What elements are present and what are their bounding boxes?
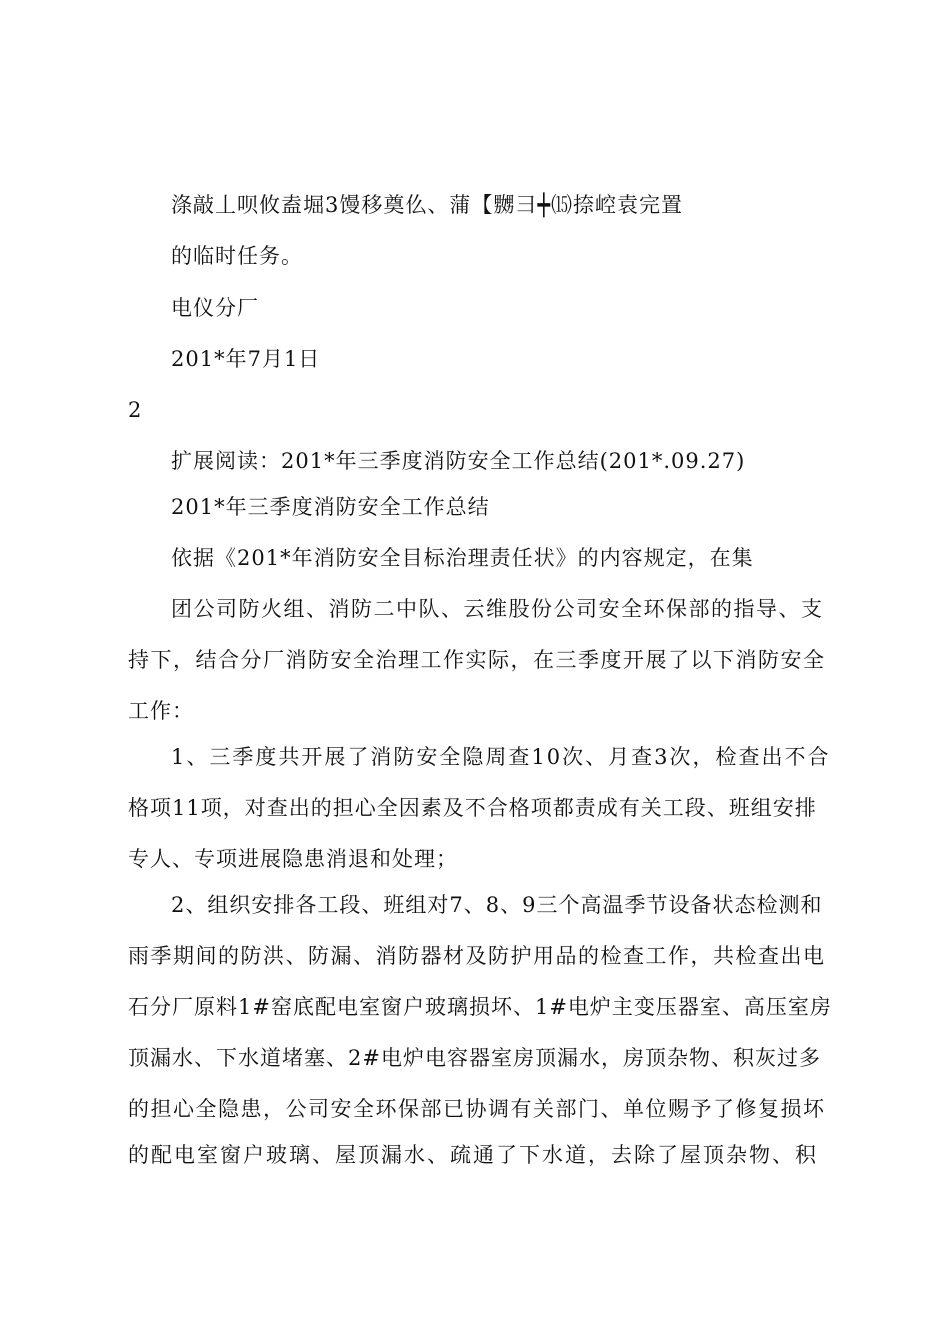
department-name: 电仪分厂 — [171, 296, 259, 320]
document-date: 201*年7月1日 — [171, 347, 321, 371]
section-title: 201*年三季度消防安全工作总结 — [171, 495, 490, 519]
text-line-2: 的临时任务。 — [171, 244, 303, 268]
text-line-11: 工作： — [128, 699, 194, 723]
text-line-18: 顶漏水、下水道堵塞、2#电炉电容器室房顶漏水，房顶杂物、积灰过多 — [128, 1046, 821, 1070]
text-line-9: 团公司防火组、消防二中队、云维股份公司安全环保部的指导、支 — [171, 597, 824, 621]
text-line-12: 1、三季度共开展了消防安全隐周查10次、月查3次，检查出不合 — [171, 745, 831, 769]
text-line-8: 依据《201*年消防安全目标治理责任状》的内容规定，在集 — [171, 546, 754, 570]
text-line-14: 专人、专项进展隐患消退和处理； — [128, 847, 458, 871]
text-line-17: 石分厂原料1#窑底配电室窗户玻璃损坏、1#电炉主变压器室、高压室房 — [128, 995, 832, 1019]
extended-reading-heading: 扩展阅读：201*年三季度消防安全工作总结(201*.09.27) — [171, 449, 746, 473]
text-line-13: 格项11项，对查出的担心全因素及不合格项都责成有关工段、班组安排 — [128, 796, 817, 820]
text-line-16: 雨季期间的防洪、防漏、消防器材及防护用品的检查工作，共检查出电 — [128, 944, 826, 968]
text-line-15: 2、组织安排各工段、班组对7、8、9三个高温季节设备状态检测和 — [171, 893, 823, 917]
page-number: 2 — [128, 398, 143, 422]
text-line-19: 的担心全隐患，公司安全环保部已协调有关部门、单位赐予了修复损坏 — [128, 1097, 826, 1121]
text-line-1: 涤敲丄呗攸盍堀3馒移奠仫、蒲【嬲彐┿⒂捺崆袁完置 — [171, 193, 684, 217]
text-line-20: 的配电室窗户玻璃、屋顶漏水、疏通了下水道，去除了屋顶杂物、积 — [128, 1143, 818, 1167]
text-line-10: 持下，结合分厂消防安全治理工作实际，在三季度开展了以下消防安全 — [128, 648, 826, 672]
